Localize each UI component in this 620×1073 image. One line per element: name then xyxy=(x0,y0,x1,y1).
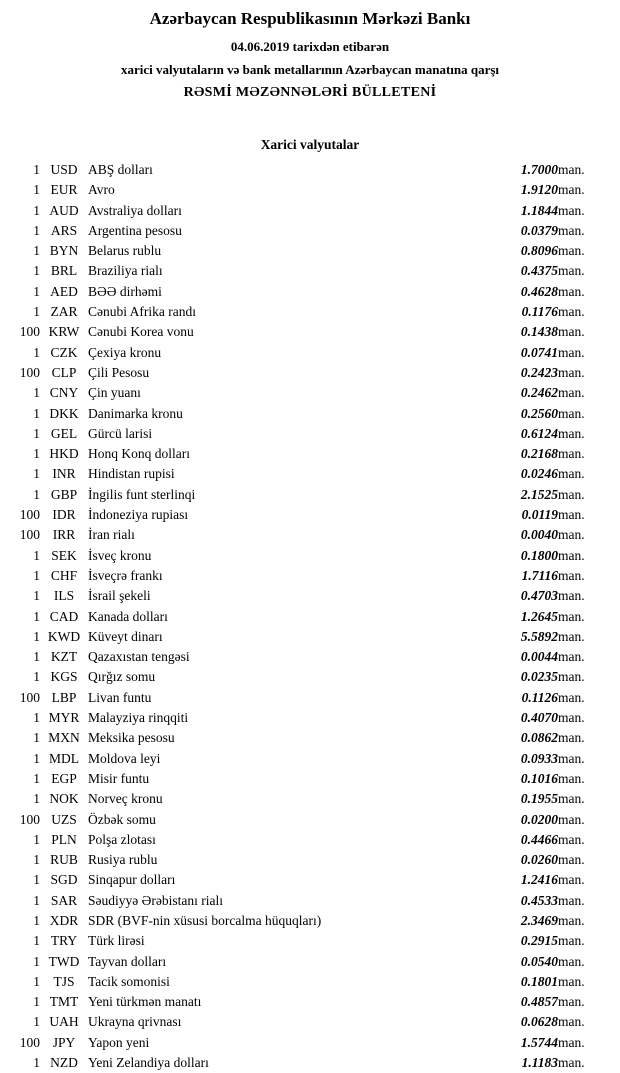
rate-row xyxy=(14,302,604,322)
rate-row xyxy=(14,830,604,850)
rate-row xyxy=(14,972,604,992)
currency-name-cell: ABŞ dolları xyxy=(88,162,153,177)
rate-value-cell: 0.1955 xyxy=(520,791,558,807)
currency-code-cell: HKD xyxy=(49,446,79,462)
unit-cell: man. xyxy=(558,466,585,482)
quantity-cell: 1 xyxy=(33,852,40,868)
unit-cell: man. xyxy=(558,811,585,827)
currency-code-cell: XDR xyxy=(49,912,79,928)
rate-row xyxy=(14,870,604,890)
rate-row xyxy=(14,667,604,687)
rate-value-cell: 0.1801 xyxy=(520,973,558,989)
currency-code-cell: INR xyxy=(52,466,76,482)
rate-value-cell: 0.1176 xyxy=(521,304,558,320)
quantity-cell: 1 xyxy=(33,222,40,238)
rate-value-cell: 2.3469 xyxy=(520,912,558,928)
unit-cell: man. xyxy=(558,649,585,665)
unit-cell: man. xyxy=(558,547,585,563)
currency-name-cell: SDR (BVF-nin xüsusi borcalma hüquqları) xyxy=(88,912,322,928)
unit-cell: man. xyxy=(558,405,585,421)
currency-code-cell: UZS xyxy=(51,811,77,827)
rate-row xyxy=(14,525,604,545)
unit-cell: man. xyxy=(558,892,585,908)
currency-name-cell: Gürcü larisi xyxy=(88,425,153,441)
rate-row xyxy=(14,607,604,627)
rate-value-cell: 0.0235 xyxy=(520,669,558,685)
unit-cell: man. xyxy=(558,973,585,989)
currency-code-cell: KWD xyxy=(47,628,81,644)
unit-cell: man. xyxy=(558,283,585,299)
bulletin-title: RƏSMİ MƏZƏNNƏLƏRİ BÜLLETENİ xyxy=(183,85,437,100)
currency-name-cell: Qazaxıstan tengəsi xyxy=(88,649,190,665)
currency-name-cell: Yeni türkmən manatı xyxy=(88,994,202,1010)
bulletin-header xyxy=(0,9,620,101)
currency-code-cell: IRR xyxy=(52,527,76,543)
unit-cell: man. xyxy=(558,182,585,198)
quantity-cell: 1 xyxy=(33,405,40,421)
currency-name-cell: Hindistan rupisi xyxy=(88,466,175,482)
rate-value-cell: 1.9120 xyxy=(520,182,558,198)
unit-cell: man. xyxy=(558,243,585,259)
rate-row xyxy=(14,911,604,931)
currency-code-cell: GEL xyxy=(50,425,78,441)
quantity-cell: 1 xyxy=(33,669,40,685)
quantity-cell: 1 xyxy=(33,892,40,908)
currency-code-cell: ZAR xyxy=(50,304,78,320)
currency-name-cell: Çin yuanı xyxy=(88,385,141,401)
currency-name-cell: Malayziya rinqqiti xyxy=(88,710,189,726)
currency-name-cell: İsveç kronu xyxy=(88,547,152,563)
rate-value-cell: 0.1800 xyxy=(520,547,558,563)
quantity-cell: 1 xyxy=(33,283,40,299)
currency-code-cell: NOK xyxy=(49,791,79,807)
rate-row xyxy=(14,769,604,789)
currency-name-cell: Misir funtu xyxy=(88,770,150,786)
quantity-cell: 1 xyxy=(33,344,40,360)
rate-value-cell: 0.4628 xyxy=(520,283,558,299)
rate-row xyxy=(14,343,604,363)
quantity-cell: 1 xyxy=(33,243,40,259)
unit-cell: man. xyxy=(558,446,585,462)
currency-name-cell: Qırğız somu xyxy=(88,669,156,685)
currency-code-cell: ILS xyxy=(53,588,75,604)
currency-name-cell: Sinqapur dolları xyxy=(88,872,176,888)
currency-code-cell: MYR xyxy=(48,710,80,726)
unit-cell: man. xyxy=(558,263,585,279)
rate-row xyxy=(14,404,604,424)
rate-row xyxy=(14,1053,604,1073)
rate-row xyxy=(14,221,604,241)
unit-cell: man. xyxy=(558,933,585,949)
rate-row xyxy=(14,546,604,566)
currency-code-cell: TJS xyxy=(53,973,75,989)
currency-code-cell: KGS xyxy=(50,669,78,685)
currency-code-cell: GBP xyxy=(50,486,78,502)
unit-cell: man. xyxy=(558,1034,585,1050)
currency-name-cell: Tacik somonisi xyxy=(88,973,170,989)
rate-value-cell: 0.2423 xyxy=(520,364,558,380)
rate-value-cell: 0.2462 xyxy=(520,385,558,401)
currency-code-cell: USD xyxy=(50,162,78,177)
unit-cell: man. xyxy=(558,689,585,705)
currency-code-cell: EGP xyxy=(51,770,77,786)
quantity-cell: 1 xyxy=(33,182,40,198)
rate-value-cell: 5.5892 xyxy=(520,628,558,644)
rate-row xyxy=(14,931,604,951)
quantity-cell: 1 xyxy=(33,425,40,441)
rate-row xyxy=(14,180,604,200)
quantity-cell: 1 xyxy=(33,973,40,989)
rate-row xyxy=(14,992,604,1012)
quantity-cell: 1 xyxy=(33,831,40,847)
rate-row xyxy=(14,749,604,769)
rate-row xyxy=(14,688,604,708)
currency-name-cell: Polşa zlotası xyxy=(88,831,156,847)
rate-row xyxy=(14,383,604,403)
rate-value-cell: 0.1126 xyxy=(521,689,558,705)
rate-value-cell: 0.0119 xyxy=(521,507,558,523)
currency-name-cell: Ukrayna qrivnası xyxy=(88,1014,182,1030)
currency-code-cell: JPY xyxy=(52,1034,76,1050)
quantity-cell: 1 xyxy=(33,1014,40,1030)
currency-code-cell: CHF xyxy=(50,567,78,583)
unit-cell: man. xyxy=(558,831,585,847)
quantity-cell: 1 xyxy=(33,446,40,462)
rate-row xyxy=(14,1012,604,1032)
quantity-cell: 1 xyxy=(33,933,40,949)
rates-table-body xyxy=(14,160,604,1073)
bank-title: Azərbaycan Respublikasının Mərkəzi Bankı xyxy=(149,9,471,28)
unit-cell: man. xyxy=(558,304,585,320)
currency-code-cell: CLP xyxy=(51,364,77,380)
rate-value-cell: 0.0200 xyxy=(520,811,558,827)
quantity-cell: 1 xyxy=(33,385,40,401)
currency-code-cell: CNY xyxy=(49,385,79,401)
quantity-cell: 1 xyxy=(33,547,40,563)
currency-code-cell: CAD xyxy=(49,608,79,624)
quantity-cell: 1 xyxy=(33,588,40,604)
unit-cell: man. xyxy=(558,364,585,380)
rate-row xyxy=(14,891,604,911)
rate-row xyxy=(14,241,604,261)
rate-value-cell: 0.0933 xyxy=(520,750,558,766)
rate-row xyxy=(14,160,604,180)
currency-code-cell: ARS xyxy=(50,222,78,238)
currency-code-cell: SAR xyxy=(50,892,78,908)
currency-name-cell: Cənubi Afrika randı xyxy=(88,304,196,320)
currency-name-cell: Kanada dolları xyxy=(88,608,168,624)
quantity-cell: 1 xyxy=(33,567,40,583)
rate-value-cell: 0.0741 xyxy=(520,344,558,360)
currency-code-cell: DKK xyxy=(49,405,79,421)
rate-row xyxy=(14,810,604,830)
section-title-foreign-currencies: Xarici valyutalar xyxy=(260,137,360,152)
rate-value-cell: 0.1016 xyxy=(520,770,558,786)
currency-name-cell: BƏƏ dirhəmi xyxy=(88,283,162,299)
rate-value-cell: 0.0379 xyxy=(520,222,558,238)
currency-name-cell: İndoneziya rupiası xyxy=(88,507,189,523)
unit-cell: man. xyxy=(558,1014,585,1030)
rate-value-cell: 0.0260 xyxy=(520,852,558,868)
currency-code-cell: IDR xyxy=(52,507,76,523)
currency-name-cell: Avstraliya dolları xyxy=(88,202,182,218)
currency-name-cell: Yapon yeni xyxy=(88,1034,150,1050)
quantity-cell: 100 xyxy=(19,324,40,340)
unit-cell: man. xyxy=(558,608,585,624)
quantity-cell: 1 xyxy=(33,202,40,218)
currency-code-cell: SEK xyxy=(51,547,77,563)
rate-row xyxy=(14,789,604,809)
quantity-cell: 1 xyxy=(33,994,40,1010)
currency-code-cell: SGD xyxy=(50,872,78,888)
currency-name-cell: Argentina pesosu xyxy=(88,222,182,238)
rate-value-cell: 1.7000 xyxy=(520,162,558,177)
unit-cell: man. xyxy=(558,588,585,604)
quantity-cell: 1 xyxy=(33,608,40,624)
currency-code-cell: AUD xyxy=(49,202,79,218)
quantity-cell: 1 xyxy=(33,263,40,279)
rate-value-cell: 1.2645 xyxy=(520,608,558,624)
quantity-cell: 1 xyxy=(33,466,40,482)
rate-row xyxy=(14,261,604,281)
currency-code-cell: MDL xyxy=(49,750,79,766)
rate-row xyxy=(14,464,604,484)
rate-row xyxy=(14,485,604,505)
rates-table xyxy=(14,160,604,1073)
unit-cell: man. xyxy=(558,710,585,726)
unit-cell: man. xyxy=(558,750,585,766)
rate-row xyxy=(14,566,604,586)
unit-cell: man. xyxy=(558,912,585,928)
currency-code-cell: RUB xyxy=(50,852,78,868)
rate-row xyxy=(14,952,604,972)
quantity-cell: 1 xyxy=(33,730,40,746)
currency-name-cell: Norveç kronu xyxy=(88,791,163,807)
rate-value-cell: 0.4070 xyxy=(520,710,558,726)
unit-cell: man. xyxy=(558,791,585,807)
quantity-cell: 1 xyxy=(33,628,40,644)
quantity-cell: 1 xyxy=(33,953,40,969)
quantity-cell: 1 xyxy=(33,750,40,766)
quantity-cell: 1 xyxy=(33,912,40,928)
unit-cell: man. xyxy=(558,852,585,868)
rate-value-cell: 0.4466 xyxy=(520,831,558,847)
currency-name-cell: Braziliya rialı xyxy=(88,263,163,279)
currency-code-cell: MXN xyxy=(48,730,80,746)
quantity-cell: 1 xyxy=(33,872,40,888)
unit-cell: man. xyxy=(558,567,585,583)
currency-name-cell: Avro xyxy=(88,182,115,198)
effective-date-line: 04.06.2019 tarixdən etibarən xyxy=(230,39,390,54)
currency-code-cell: KRW xyxy=(48,324,80,340)
currency-name-cell: Honq Konq dolları xyxy=(88,446,190,462)
currency-code-cell: PLN xyxy=(51,831,77,847)
rate-row xyxy=(14,728,604,748)
unit-cell: man. xyxy=(558,1055,585,1071)
rate-value-cell: 0.0040 xyxy=(520,527,558,543)
unit-cell: man. xyxy=(558,222,585,238)
currency-name-cell: İsveçrə frankı xyxy=(88,567,163,583)
currency-name-cell: Küveyt dinarı xyxy=(88,628,163,644)
rate-row xyxy=(14,647,604,667)
quantity-cell: 100 xyxy=(19,527,40,543)
unit-cell: man. xyxy=(558,425,585,441)
quantity-cell: 1 xyxy=(33,649,40,665)
currency-name-cell: Çili Pesosu xyxy=(88,364,150,380)
rate-row xyxy=(14,850,604,870)
currency-name-cell: Danimarka kronu xyxy=(88,405,183,421)
rate-row xyxy=(14,627,604,647)
quantity-cell: 1 xyxy=(33,162,40,177)
unit-cell: man. xyxy=(558,628,585,644)
currency-code-cell: BYN xyxy=(49,243,79,259)
unit-cell: man. xyxy=(558,669,585,685)
rate-value-cell: 0.4857 xyxy=(520,994,558,1010)
quantity-cell: 100 xyxy=(19,507,40,523)
currency-code-cell: TRY xyxy=(50,933,78,949)
unit-cell: man. xyxy=(558,953,585,969)
currency-code-cell: TMT xyxy=(49,994,79,1010)
rate-row xyxy=(14,424,604,444)
currency-name-cell: Türk lirəsi xyxy=(88,933,145,949)
rate-value-cell: 0.8096 xyxy=(520,243,558,259)
rate-row xyxy=(14,363,604,383)
rate-value-cell: 0.2560 xyxy=(520,405,558,421)
unit-cell: man. xyxy=(558,486,585,502)
rate-row xyxy=(14,505,604,525)
quantity-cell: 1 xyxy=(33,1055,40,1071)
rate-value-cell: 1.1183 xyxy=(521,1055,558,1071)
quantity-cell: 1 xyxy=(33,791,40,807)
rate-value-cell: 1.5744 xyxy=(520,1034,558,1050)
currency-code-cell: KZT xyxy=(50,649,78,665)
currency-code-cell: LBP xyxy=(51,689,77,705)
rate-value-cell: 0.4375 xyxy=(520,263,558,279)
quantity-cell: 100 xyxy=(19,811,40,827)
quantity-cell: 100 xyxy=(19,1034,40,1050)
currency-name-cell: İran rialı xyxy=(88,527,135,543)
rate-value-cell: 0.0044 xyxy=(520,649,558,665)
rate-row xyxy=(14,1033,604,1053)
unit-cell: man. xyxy=(558,770,585,786)
rate-value-cell: 0.0862 xyxy=(520,730,558,746)
quantity-cell: 100 xyxy=(19,364,40,380)
currency-name-cell: Livan funtu xyxy=(88,689,152,705)
currency-name-cell: Meksika pesosu xyxy=(88,730,175,746)
currency-name-cell: İngilis funt sterlinqi xyxy=(88,486,196,502)
currency-code-cell: EUR xyxy=(50,182,78,198)
currency-name-cell: Belarus rublu xyxy=(88,243,162,259)
quantity-cell: 1 xyxy=(33,770,40,786)
currency-code-cell: AED xyxy=(50,283,78,299)
quantity-cell: 1 xyxy=(33,710,40,726)
unit-cell: man. xyxy=(558,730,585,746)
rate-row xyxy=(14,586,604,606)
rate-value-cell: 0.0540 xyxy=(520,953,558,969)
currency-name-cell: Səudiyyə Ərəbistanı rialı xyxy=(88,892,223,908)
unit-cell: man. xyxy=(558,385,585,401)
currency-code-cell: NZD xyxy=(50,1055,78,1071)
unit-cell: man. xyxy=(558,994,585,1010)
quantity-cell: 1 xyxy=(33,486,40,502)
rate-row xyxy=(14,444,604,464)
currency-name-cell: Cənubi Korea vonu xyxy=(88,324,194,340)
unit-cell: man. xyxy=(558,344,585,360)
currency-name-cell: Yeni Zelandiya dolları xyxy=(88,1055,209,1071)
rate-value-cell: 0.1438 xyxy=(520,324,558,340)
rate-value-cell: 0.0246 xyxy=(520,466,558,482)
currency-name-cell: Tayvan dolları xyxy=(88,953,167,969)
rate-value-cell: 1.2416 xyxy=(520,872,558,888)
unit-cell: man. xyxy=(558,507,585,523)
currency-name-cell: Çexiya kronu xyxy=(88,344,162,360)
rate-row xyxy=(14,322,604,342)
currency-name-cell: İsrail şekeli xyxy=(88,588,151,604)
quantity-cell: 100 xyxy=(19,689,40,705)
rate-value-cell: 0.0628 xyxy=(520,1014,558,1030)
currency-name-cell: Rusiya rublu xyxy=(88,852,158,868)
rate-value-cell: 0.2915 xyxy=(520,933,558,949)
unit-cell: man. xyxy=(558,527,585,543)
currency-code-cell: CZK xyxy=(50,344,78,360)
rate-value-cell: 0.4533 xyxy=(520,892,558,908)
rate-value-cell: 0.2168 xyxy=(520,446,558,462)
subtitle-line: xarici valyutaların və bank metallarının Azərbaycan manatına qarşı xyxy=(120,62,500,77)
rate-value-cell: 2.1525 xyxy=(520,486,558,502)
unit-cell: man. xyxy=(558,324,585,340)
rate-value-cell: 0.4703 xyxy=(520,588,558,604)
currency-code-cell: TWD xyxy=(48,953,80,969)
unit-cell: man. xyxy=(558,202,585,218)
currency-name-cell: Moldova leyi xyxy=(88,750,161,766)
unit-cell: man. xyxy=(558,162,585,177)
rate-row xyxy=(14,201,604,221)
currency-name-cell: Özbək somu xyxy=(88,811,156,827)
currency-code-cell: UAH xyxy=(49,1014,79,1030)
rate-value-cell: 1.7116 xyxy=(521,567,558,583)
currency-code-cell: BRL xyxy=(50,263,78,279)
rate-row xyxy=(14,282,604,302)
rate-value-cell: 0.6124 xyxy=(520,425,558,441)
rate-row xyxy=(14,708,604,728)
rate-value-cell: 1.1844 xyxy=(520,202,558,218)
quantity-cell: 1 xyxy=(33,304,40,320)
unit-cell: man. xyxy=(558,872,585,888)
